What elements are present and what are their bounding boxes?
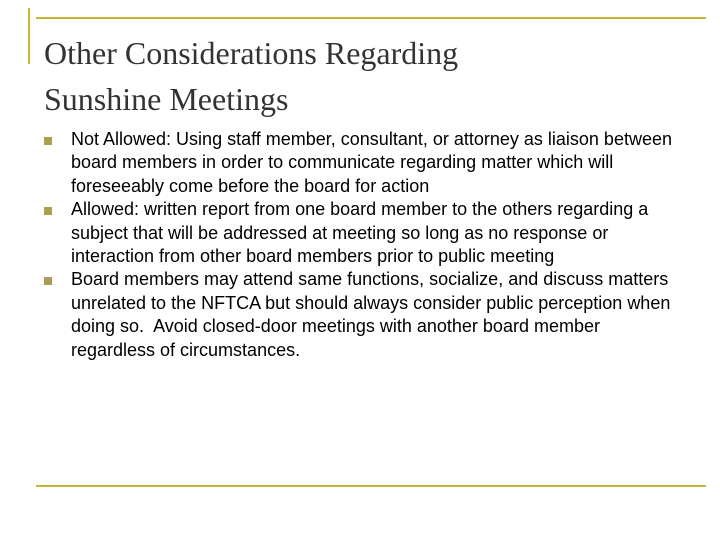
bullet-item <box>44 198 674 268</box>
square-bullet-icon <box>44 207 52 215</box>
bullet-text: Not Allowed: Using staff member, consultant, or attorney as liaison between board members in order to communicate regarding matter which will foreseeably come before the board for action <box>71 129 678 196</box>
bullet-text: Allowed: written report from one board member to the others regarding a subject that will be addressed at meeting so long as no response or interaction from other board members prior to public meeting <box>71 199 654 267</box>
bottom-border-line <box>36 485 706 487</box>
top-border-line <box>36 17 706 19</box>
left-border-line <box>28 8 30 64</box>
square-bullet-icon <box>44 137 52 145</box>
bullet-item <box>44 268 674 362</box>
slide-title-line-1: Other Considerations Regarding <box>44 35 459 71</box>
slide-title-line-2: Sunshine Meetings <box>44 81 289 117</box>
bullet-item <box>44 128 678 198</box>
slide-title <box>44 30 684 122</box>
bullet-text: Board members may attend same functions, socialize, and discuss matters unrelated to the NFTCA but should always consider public perception when doing so. Avoid closed-door meetings with another board member regardless of circumstances. <box>71 269 676 360</box>
square-bullet-icon <box>44 277 52 285</box>
bullet-list <box>44 128 678 362</box>
